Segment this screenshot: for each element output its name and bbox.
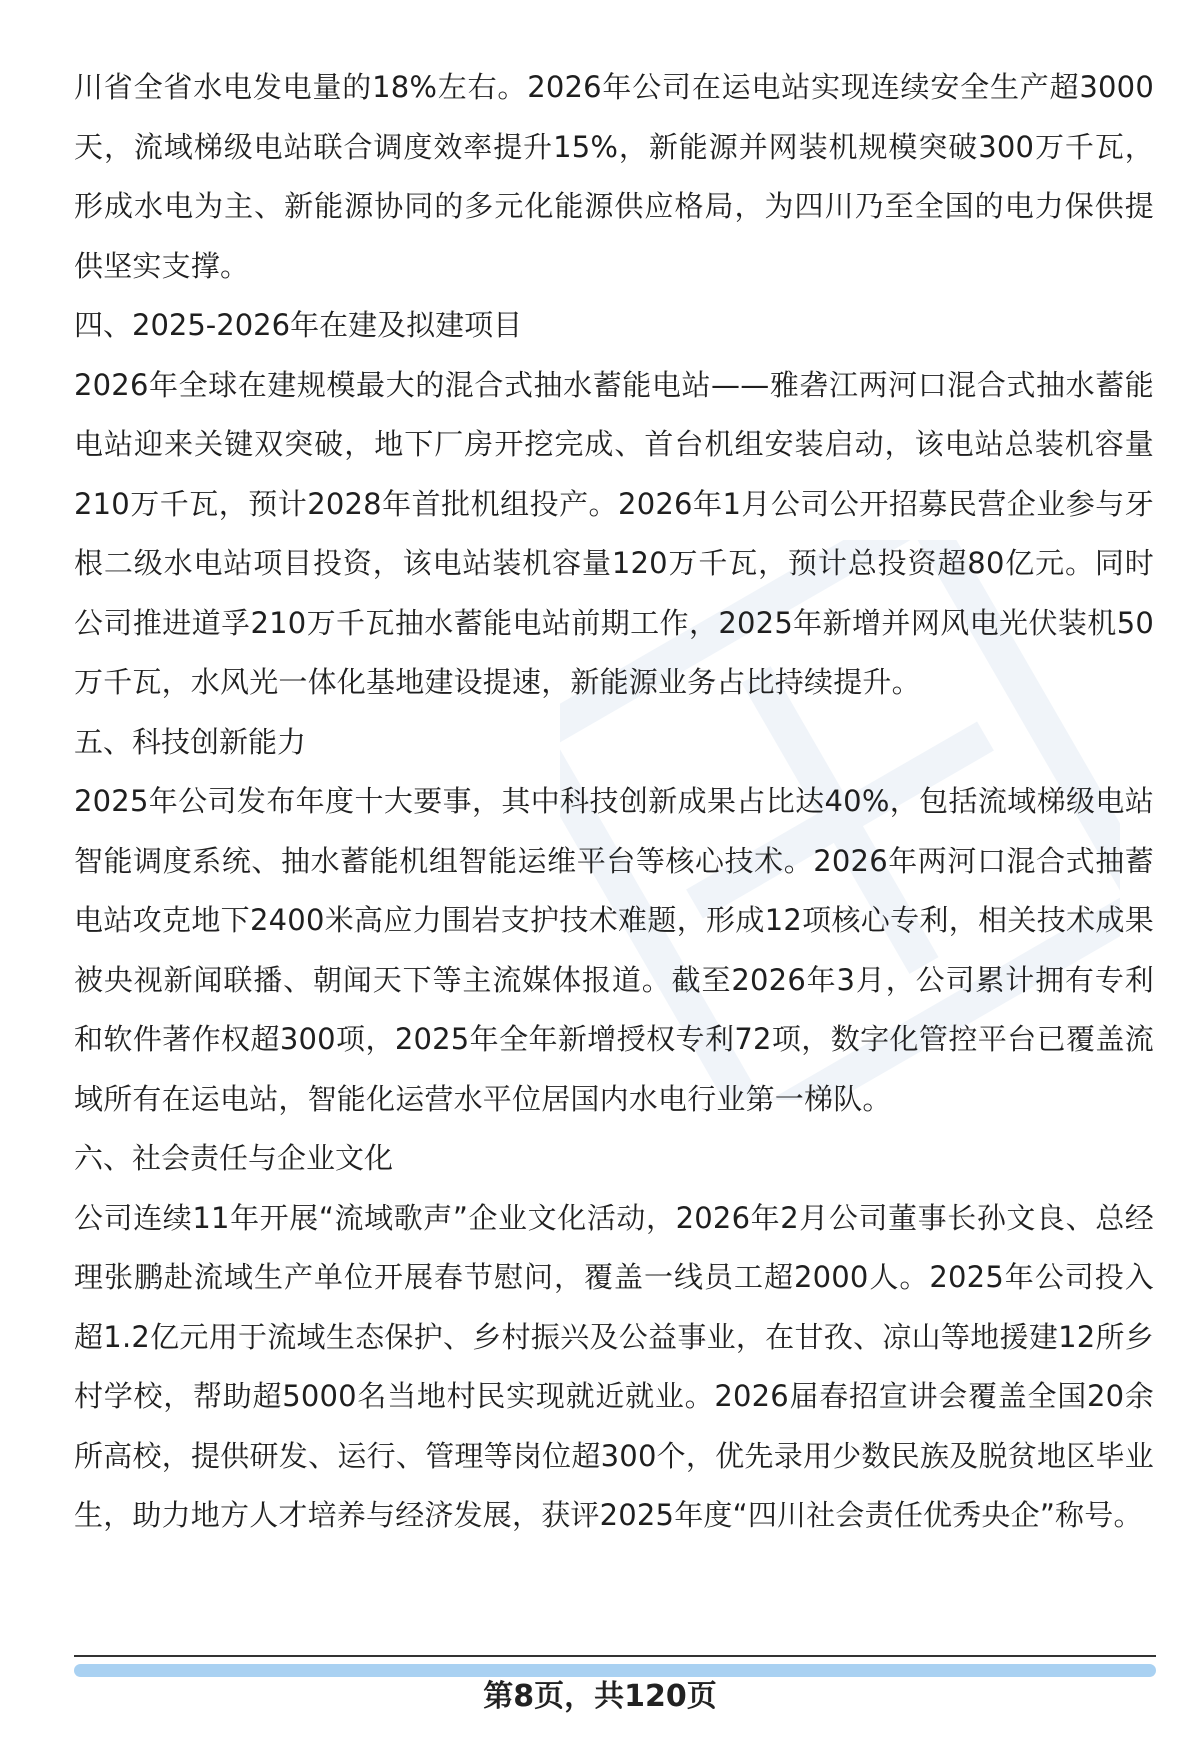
section-heading-projects: 四、2025-2026年在建及拟建项目: [74, 308, 523, 342]
section-heading-innovation: 五、科技创新能力: [74, 724, 307, 759]
paragraph-intro: 川省全省水电发电量的18%左右。2026年公司在运电站实现连续安全生产超3000天，流域梯级电站联合调度效率提升15%，新能源并网装机规模突破300万千瓦，形成水电为主、新能源协同的多元化能源供应格局，为四川乃至全国的电力保供提供坚实支撑。: [74, 70, 1154, 283]
paragraph-responsibility: 公司连续11年开展“流域歌声”企业文化活动，2026年2月公司董事长孙文良、总经理张鹏赴流域生产单位开展春节慰问，覆盖一线员工超2000人。2025年公司投入超1.2亿元用于流域生态保护、乡村振兴及公益事业，在甘孜、凉山等地援建12所乡村学校，帮助超5000名当地村民实现就近就业。2026届春招宣讲会覆盖全国20余所高校，提供研发、运行、管理等岗位超300个，优先录用少数民族及脱贫地区毕业生，助力地方人才培养与经济发展，获评2025年度“四川社会责任优秀央企”称号。: [74, 1200, 1154, 1532]
footer-divider: [74, 1655, 1156, 1657]
document-body: [74, 58, 1154, 1546]
paragraph-projects: 2026年全球在建规模最大的混合式抽水蓄能电站——雅砻江两河口混合式抽水蓄能电站迎来关键双突破，地下厂房开挖完成、首台机组安装启动，该电站总装机容量210万千瓦，预计2028年首批机组投产。2026年1月公司公开招募民营企业参与牙根二级水电站项目投资，该电站装机容量120万千瓦，预计总投资超80亿元。同时公司推进道孚210万千瓦抽水蓄能电站前期工作，2025年新增并网风电光伏装机50万千瓦，水风光一体化基地建设提速，新能源业务占比持续提升。: [74, 367, 1154, 699]
section-heading-responsibility: 六、社会责任与企业文化: [74, 1141, 394, 1175]
paragraph-innovation: 2025年公司发布年度十大要事，其中科技创新成果占比达40%，包括流域梯级电站智能调度系统、抽水蓄能机组智能运维平台等核心技术。2026年两河口混合式抽蓄电站攻克地下2400米高应力围岩支护技术难题，形成12项核心专利，相关技术成果被央视新闻联播、朝闻天下等主流媒体报道。截至2026年3月，公司累计拥有专利和软件著作权超300项，2025年全年新增授权专利72项，数字化管控平台已覆盖流域所有在运电站，智能化运营水平位居国内水电行业第一梯队。: [74, 784, 1154, 1116]
page-number: 第8页，共120页: [483, 1679, 717, 1714]
